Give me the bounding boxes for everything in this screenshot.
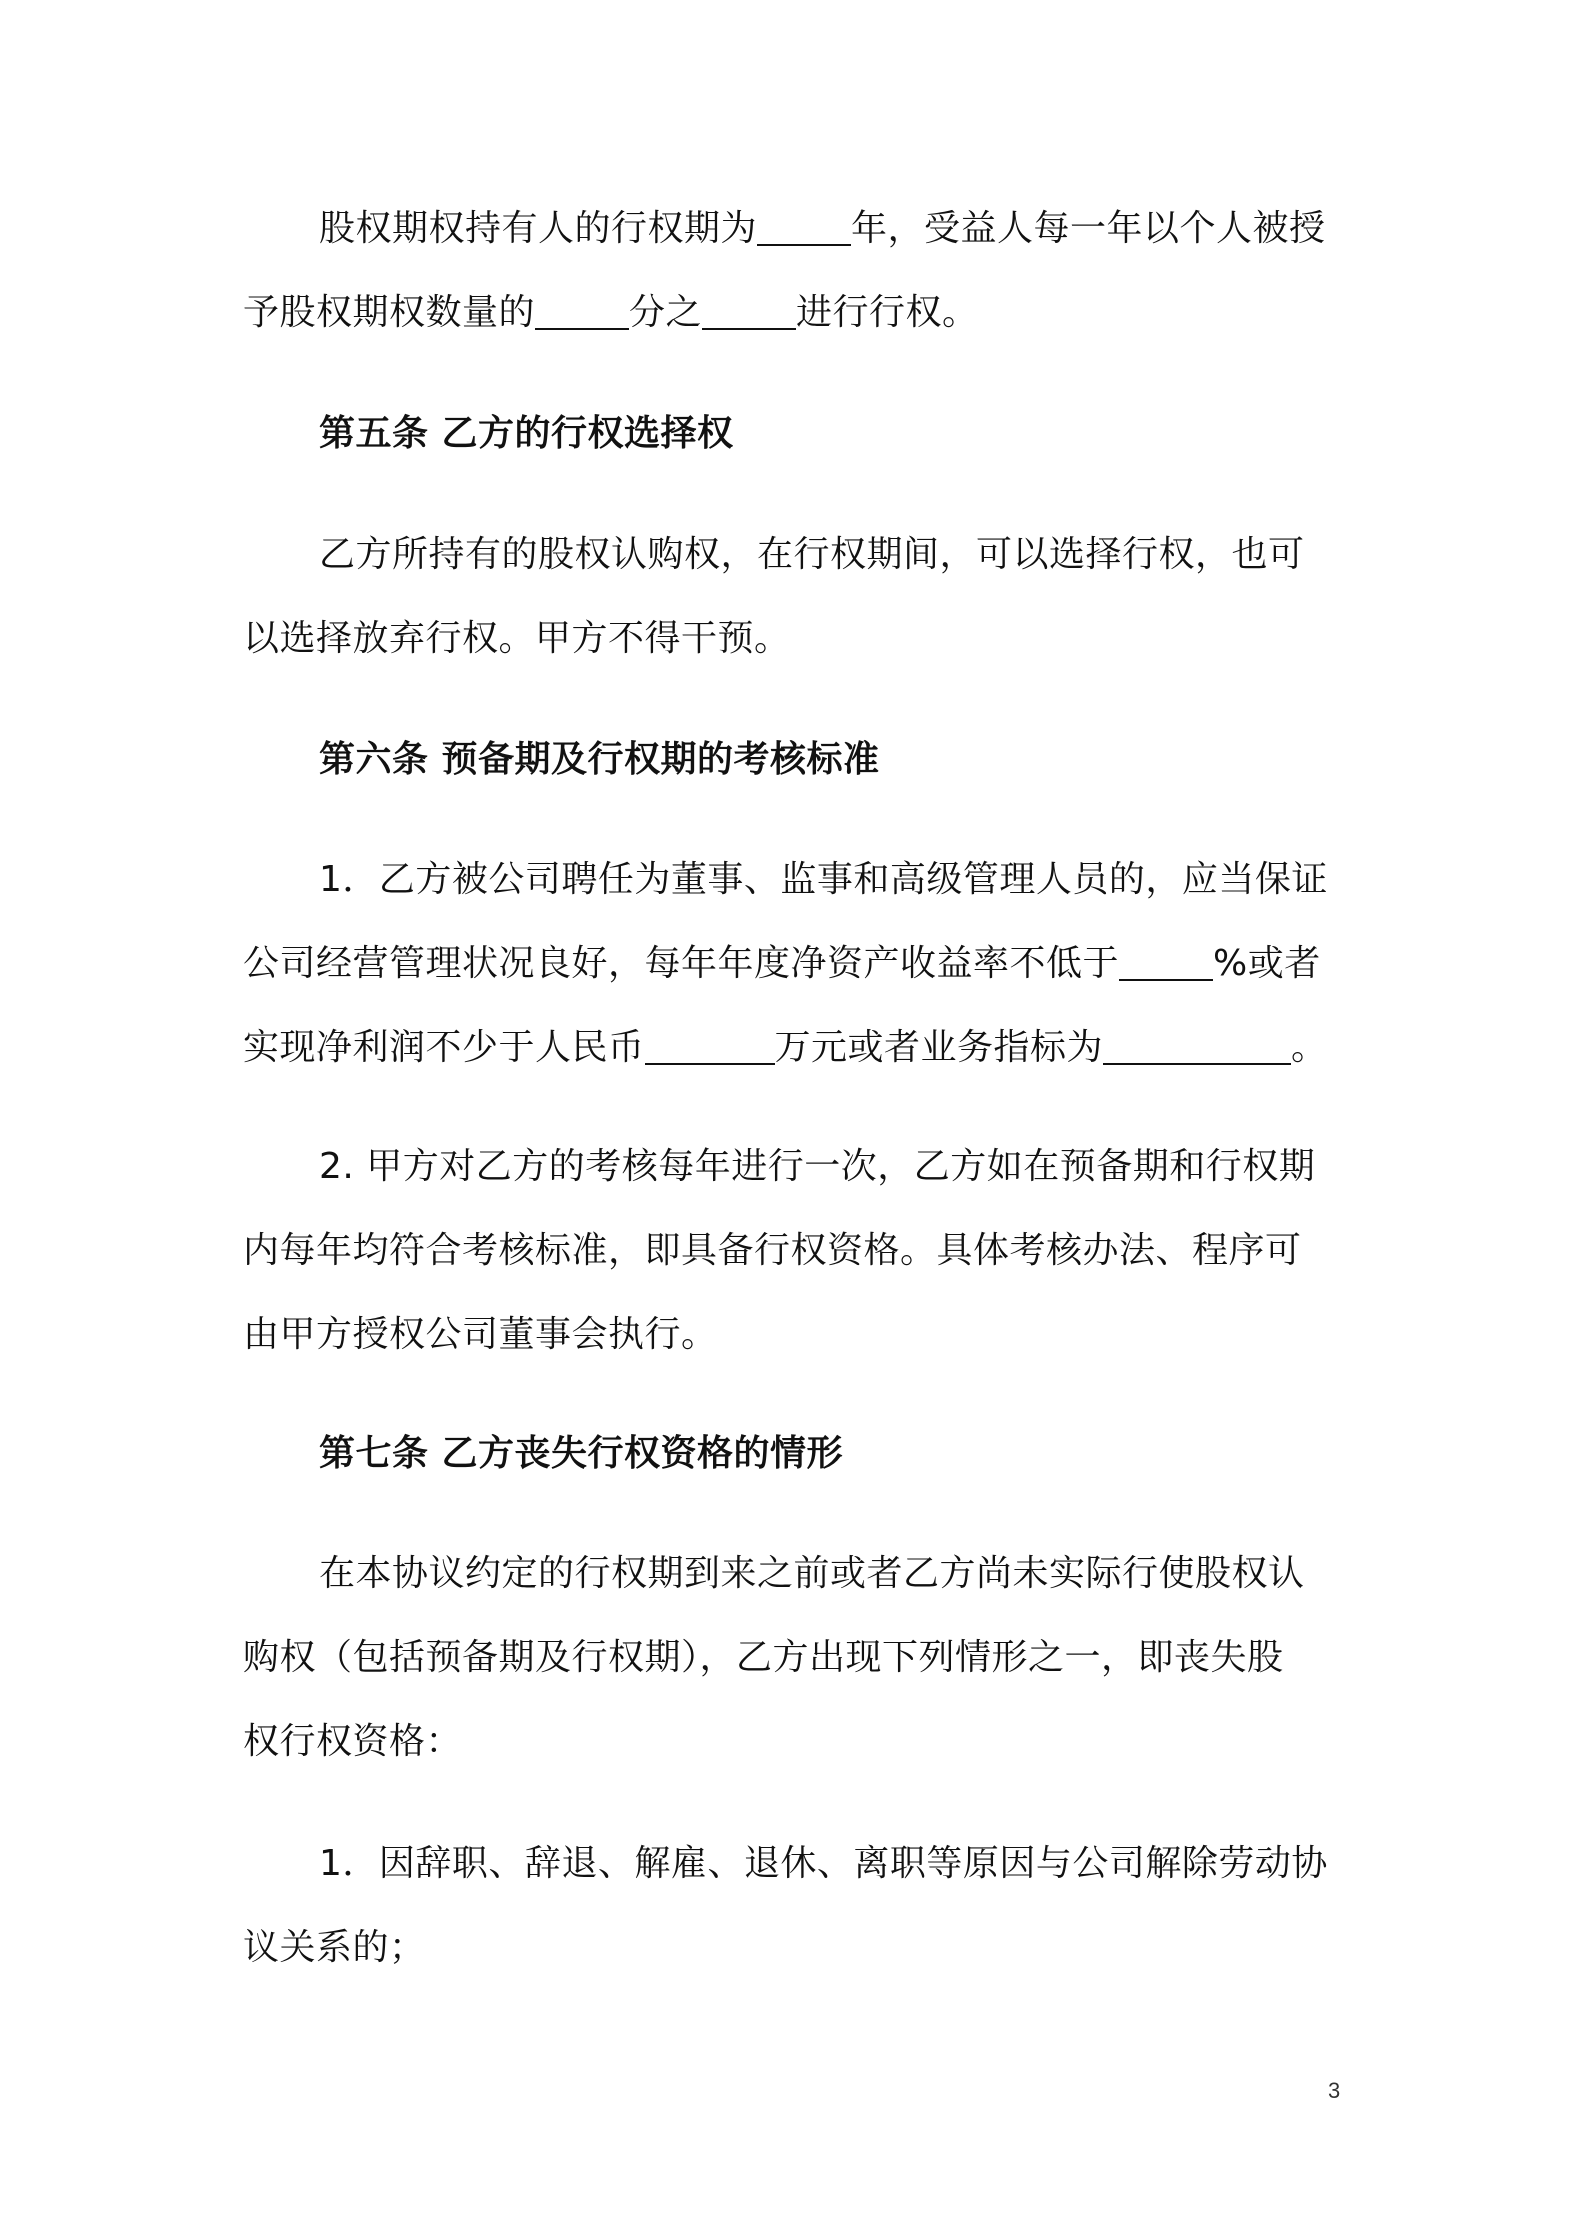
heading-article-7: [243, 1412, 1343, 1496]
text-line: 以选择放弃行权。甲方不得干预。: [243, 618, 791, 659]
heading-text: 第六条 预备期及行权期的考核标准: [319, 739, 880, 780]
text-line: 购权（包括预备期及行权期），乙方出现下列情形之一，即丧失股: [243, 1637, 1284, 1678]
fill-blank-business-target[interactable]: [1103, 1025, 1291, 1065]
text-segment: 进行行权。: [796, 292, 979, 333]
fill-blank-numerator[interactable]: [702, 290, 796, 330]
text-line: 1．因辞职、辞退、解雇、退休、离职等原因与公司解除劳动协: [319, 1843, 1328, 1884]
heading-article-5: [243, 392, 1343, 476]
text-line: 1．乙方被公司聘任为董事、监事和高级管理人员的，应当保证: [319, 859, 1328, 900]
text-line: 乙方所持有的股权认购权，在行权期间，可以选择行权，也可: [319, 534, 1305, 575]
text-line: 由甲方授权公司董事会执行。: [243, 1314, 718, 1355]
text-line: 在本协议约定的行权期到来之前或者乙方尚未实际行使股权认: [319, 1553, 1305, 1594]
text-line: [243, 1006, 1343, 1090]
page-number: 3: [1328, 2078, 1341, 2103]
paragraph-assessment-2: [243, 1125, 1343, 1377]
paragraph-option-choice: [243, 513, 1343, 681]
text-segment: 股权期权持有人的行权期为: [319, 208, 758, 249]
paragraph-assessment-1: [243, 838, 1343, 1090]
text-segment: 公司经营管理状况良好，每年年度净资产收益率不低于: [243, 943, 1120, 984]
text-line: 内每年均符合考核标准，即具备行权资格。具体考核办法、程序可: [243, 1230, 1302, 1271]
text-line: 权行权资格：: [243, 1721, 463, 1762]
text-line: [243, 922, 1343, 1006]
text-segment: 实现净利润不少于人民币: [243, 1027, 645, 1068]
text-line: [243, 271, 1343, 355]
fill-blank-denominator[interactable]: [535, 290, 629, 330]
text-segment: 年，受益人每一年以个人被授: [851, 208, 1326, 249]
text-segment: 。: [1291, 1027, 1328, 1068]
text-line: 2. 甲方对乙方的考核每年进行一次，乙方如在预备期和行权期: [319, 1146, 1316, 1187]
text-segment: %或者: [1213, 943, 1321, 984]
fill-blank-roe-percent[interactable]: [1119, 941, 1213, 981]
paragraph-case-1: [243, 1822, 1343, 1990]
fill-blank-years[interactable]: [757, 206, 851, 246]
heading-article-6: [243, 718, 1343, 802]
text-line: 议关系的；: [243, 1927, 426, 1968]
paragraph-loss-of-eligibility: [243, 1532, 1343, 1784]
text-segment: 分之: [629, 292, 703, 333]
heading-text: 第七条 乙方丧失行权资格的情形: [319, 1433, 844, 1474]
text-line: [243, 187, 1343, 271]
heading-text: 第五条 乙方的行权选择权: [319, 413, 734, 454]
text-segment: 万元或者业务指标为: [774, 1027, 1104, 1068]
fill-blank-net-profit[interactable]: [645, 1025, 775, 1065]
paragraph-exercise-period: [243, 187, 1343, 355]
text-segment: 予股权期权数量的: [243, 292, 536, 333]
